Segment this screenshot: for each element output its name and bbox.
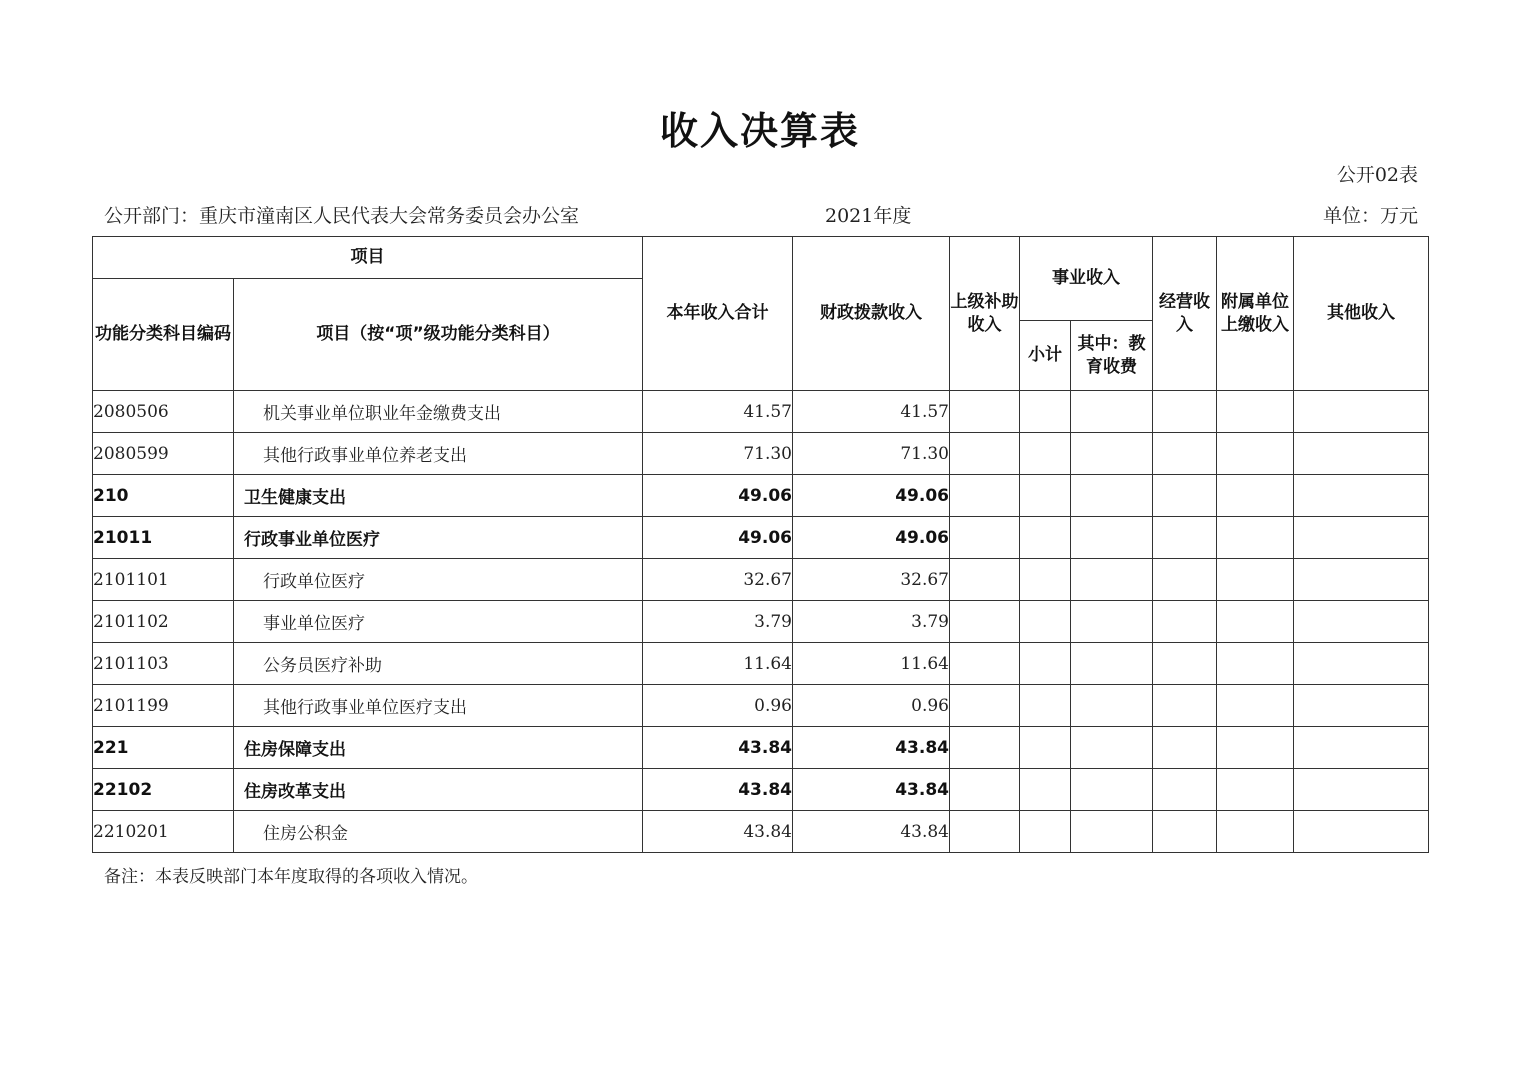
row-subtotal xyxy=(1020,601,1071,643)
row-fiscal: 43.84 xyxy=(793,727,950,769)
header-name: 项目（按“项”级功能分类科目） xyxy=(234,279,643,391)
row-operating xyxy=(1153,517,1217,559)
row-fiscal: 11.64 xyxy=(793,643,950,685)
row-name: 住房改革支出 xyxy=(234,769,643,811)
row-fiscal: 3.79 xyxy=(793,601,950,643)
row-total: 11.64 xyxy=(643,643,793,685)
row-subtotal xyxy=(1020,811,1071,853)
department-label: 公开部门：重庆市潼南区人民代表大会常务委员会办公室 xyxy=(104,205,580,227)
row-fiscal: 43.84 xyxy=(793,769,950,811)
row-affiliated xyxy=(1217,559,1294,601)
row-subtotal xyxy=(1020,727,1071,769)
row-superior xyxy=(950,601,1020,643)
row-superior xyxy=(950,769,1020,811)
row-operating xyxy=(1153,727,1217,769)
table-row xyxy=(93,559,1429,601)
row-subtotal xyxy=(1020,559,1071,601)
row-code: 22102 xyxy=(93,769,234,811)
row-education xyxy=(1071,391,1153,433)
row-name: 公务员医疗补助 xyxy=(234,643,643,685)
header-operating: 经营收入 xyxy=(1153,237,1217,391)
row-education xyxy=(1071,475,1153,517)
row-other xyxy=(1294,769,1429,811)
table-row xyxy=(93,769,1429,811)
row-subtotal xyxy=(1020,433,1071,475)
row-code: 2080599 xyxy=(93,433,234,475)
row-other xyxy=(1294,811,1429,853)
row-other xyxy=(1294,391,1429,433)
row-superior xyxy=(950,433,1020,475)
row-affiliated xyxy=(1217,685,1294,727)
row-superior xyxy=(950,517,1020,559)
row-education xyxy=(1071,517,1153,559)
row-other xyxy=(1294,601,1429,643)
row-name: 住房公积金 xyxy=(234,811,643,853)
row-affiliated xyxy=(1217,517,1294,559)
row-education xyxy=(1071,811,1153,853)
row-education xyxy=(1071,685,1153,727)
row-total: 43.84 xyxy=(643,811,793,853)
row-superior xyxy=(950,685,1020,727)
row-education xyxy=(1071,601,1153,643)
row-education xyxy=(1071,433,1153,475)
row-fiscal: 49.06 xyxy=(793,517,950,559)
row-fiscal: 0.96 xyxy=(793,685,950,727)
table-row xyxy=(93,811,1429,853)
row-code: 210 xyxy=(93,475,234,517)
row-superior xyxy=(950,727,1020,769)
row-code: 2080506 xyxy=(93,391,234,433)
table-row xyxy=(93,433,1429,475)
row-operating xyxy=(1153,475,1217,517)
header-item: 项目 xyxy=(93,237,643,279)
header-total: 本年收入合计 xyxy=(643,237,793,391)
header-education: 其中：教育收费 xyxy=(1071,321,1153,391)
table-number: 公开02表 xyxy=(1336,164,1418,186)
row-total: 0.96 xyxy=(643,685,793,727)
row-subtotal xyxy=(1020,391,1071,433)
table-body xyxy=(93,391,1429,853)
row-total: 43.84 xyxy=(643,727,793,769)
row-operating xyxy=(1153,391,1217,433)
row-education xyxy=(1071,559,1153,601)
row-affiliated xyxy=(1217,601,1294,643)
table-row xyxy=(93,475,1429,517)
row-operating xyxy=(1153,433,1217,475)
income-table xyxy=(92,236,1429,853)
row-name: 行政事业单位医疗 xyxy=(234,517,643,559)
row-other xyxy=(1294,685,1429,727)
header-affiliated: 附属单位上缴收入 xyxy=(1217,237,1294,391)
header-subtotal: 小计 xyxy=(1020,321,1071,391)
row-operating xyxy=(1153,601,1217,643)
header-fiscal: 财政拨款收入 xyxy=(793,237,950,391)
page-title: 收入决算表 xyxy=(659,109,860,153)
row-operating xyxy=(1153,685,1217,727)
row-other xyxy=(1294,475,1429,517)
row-fiscal: 43.84 xyxy=(793,811,950,853)
row-education xyxy=(1071,727,1153,769)
row-name: 机关事业单位职业年金缴费支出 xyxy=(234,391,643,433)
row-superior xyxy=(950,643,1020,685)
row-affiliated xyxy=(1217,475,1294,517)
row-code: 2101102 xyxy=(93,601,234,643)
row-fiscal: 71.30 xyxy=(793,433,950,475)
row-name: 事业单位医疗 xyxy=(234,601,643,643)
row-subtotal xyxy=(1020,643,1071,685)
header-other: 其他收入 xyxy=(1294,237,1429,391)
row-code: 2101101 xyxy=(93,559,234,601)
row-code: 21011 xyxy=(93,517,234,559)
row-other xyxy=(1294,643,1429,685)
unit-label: 单位：万元 xyxy=(1322,205,1418,227)
row-other xyxy=(1294,727,1429,769)
table-row xyxy=(93,601,1429,643)
row-subtotal xyxy=(1020,769,1071,811)
row-fiscal: 32.67 xyxy=(793,559,950,601)
table-row xyxy=(93,685,1429,727)
row-affiliated xyxy=(1217,643,1294,685)
row-superior xyxy=(950,391,1020,433)
row-total: 3.79 xyxy=(643,601,793,643)
row-education xyxy=(1071,769,1153,811)
table-row xyxy=(93,727,1429,769)
header-code: 功能分类科目编码 xyxy=(93,279,234,391)
row-subtotal xyxy=(1020,517,1071,559)
meta-row xyxy=(104,201,1418,229)
row-affiliated xyxy=(1217,727,1294,769)
row-total: 49.06 xyxy=(643,517,793,559)
row-fiscal: 49.06 xyxy=(793,475,950,517)
row-code: 221 xyxy=(93,727,234,769)
row-superior xyxy=(950,559,1020,601)
row-total: 43.84 xyxy=(643,769,793,811)
row-name: 卫生健康支出 xyxy=(234,475,643,517)
header-business: 事业收入 xyxy=(1020,237,1153,321)
row-total: 32.67 xyxy=(643,559,793,601)
footnote: 备注：本表反映部门本年度取得的各项收入情况。 xyxy=(104,867,478,887)
row-operating xyxy=(1153,769,1217,811)
header-superior: 上级补助收入 xyxy=(950,237,1020,391)
row-subtotal xyxy=(1020,685,1071,727)
row-other xyxy=(1294,559,1429,601)
year-label: 2021年度 xyxy=(825,205,912,227)
row-operating xyxy=(1153,811,1217,853)
row-affiliated xyxy=(1217,433,1294,475)
row-affiliated xyxy=(1217,391,1294,433)
row-code: 2210201 xyxy=(93,811,234,853)
row-name: 行政单位医疗 xyxy=(234,559,643,601)
row-operating xyxy=(1153,643,1217,685)
row-superior xyxy=(950,811,1020,853)
row-education xyxy=(1071,643,1153,685)
table-row xyxy=(93,517,1429,559)
row-affiliated xyxy=(1217,769,1294,811)
table-row xyxy=(93,391,1429,433)
row-operating xyxy=(1153,559,1217,601)
row-name: 其他行政事业单位养老支出 xyxy=(234,433,643,475)
row-total: 49.06 xyxy=(643,475,793,517)
row-subtotal xyxy=(1020,475,1071,517)
row-code: 2101199 xyxy=(93,685,234,727)
row-affiliated xyxy=(1217,811,1294,853)
row-superior xyxy=(950,475,1020,517)
row-other xyxy=(1294,433,1429,475)
row-code: 2101103 xyxy=(93,643,234,685)
row-name: 住房保障支出 xyxy=(234,727,643,769)
row-total: 41.57 xyxy=(643,391,793,433)
row-name: 其他行政事业单位医疗支出 xyxy=(234,685,643,727)
row-fiscal: 41.57 xyxy=(793,391,950,433)
row-other xyxy=(1294,517,1429,559)
row-total: 71.30 xyxy=(643,433,793,475)
table-row xyxy=(93,643,1429,685)
